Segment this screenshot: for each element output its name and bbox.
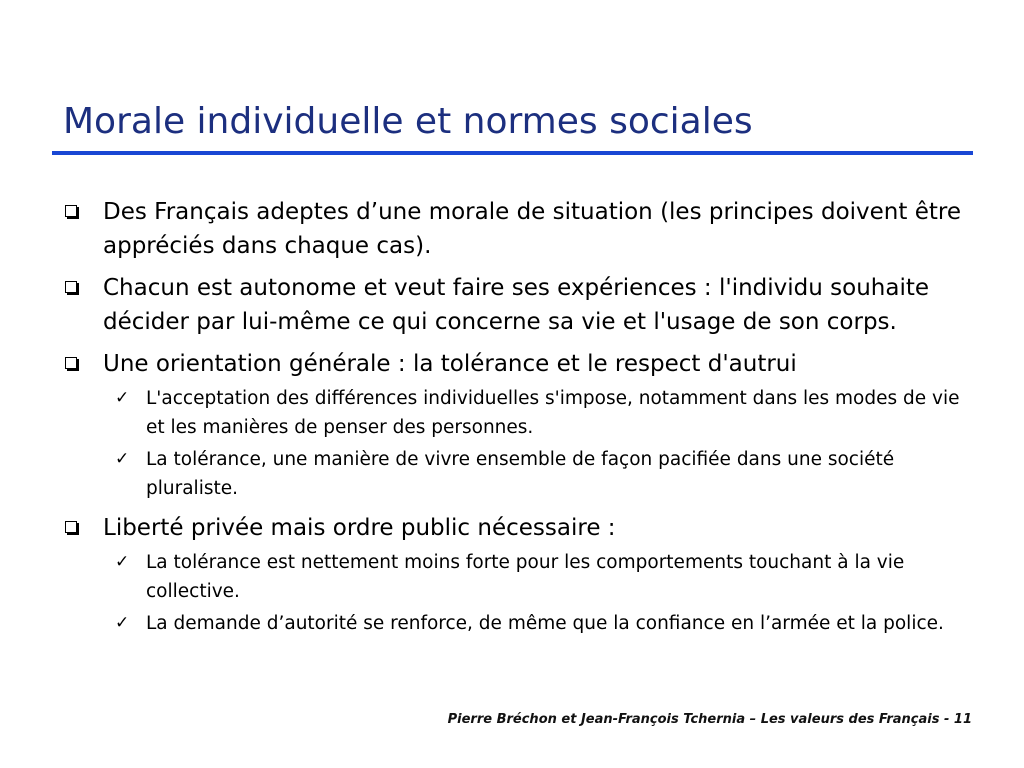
sub-bullet-item [63,384,963,442]
sub-bullet-text: La tolérance est nettement moins forte pour les comportements touchant à la vie collective. [146,552,905,602]
checkmark-icon: ✓ [115,613,130,633]
sub-bullet-item [63,548,963,606]
bullet-text: Une orientation générale : la tolérance et le respect d'autrui [103,351,797,377]
square-bullet-icon [65,205,77,217]
sub-bullet-text: L'acceptation des différences individuelles s'impose, notamment dans les modes de vie et les manières de penser des personnes. [146,388,960,438]
checkmark-icon: ✓ [115,449,130,469]
square-bullet-icon [65,281,77,293]
slide-content [63,195,963,638]
bullet-item [63,195,963,263]
sub-bullet-item [63,445,963,503]
bullet-item [63,271,963,339]
slide-title: Morale individuelle et normes sociales [63,101,753,142]
bullet-item [63,511,963,545]
square-bullet-icon [65,357,77,369]
sub-bullet-text: La demande d’autorité se renforce, de même que la confiance en l’armée et la police. [146,613,944,634]
checkmark-icon: ✓ [115,388,130,408]
checkmark-icon: ✓ [115,552,130,572]
sub-bullet-text: La tolérance, une manière de vivre ensemble de façon pacifiée dans une société pluraliste. [146,449,895,499]
title-divider [52,151,973,155]
bullet-text: Liberté privée mais ordre public nécessaire : [103,515,616,541]
square-bullet-icon [65,521,77,533]
bullet-text: Des Français adeptes d’une morale de situation (les principes doivent être appréciés dans chaque cas). [103,199,961,259]
sub-bullet-item [63,609,963,638]
bullet-text: Chacun est autonome et veut faire ses expériences : l'individu souhaite décider par lui-même ce qui concerne sa vie et l'usage de son corps. [103,275,930,335]
slide-footer: Pierre Bréchon et Jean-François Tchernia – Les valeurs des Français - 11 [447,712,972,727]
bullet-item [63,347,963,381]
